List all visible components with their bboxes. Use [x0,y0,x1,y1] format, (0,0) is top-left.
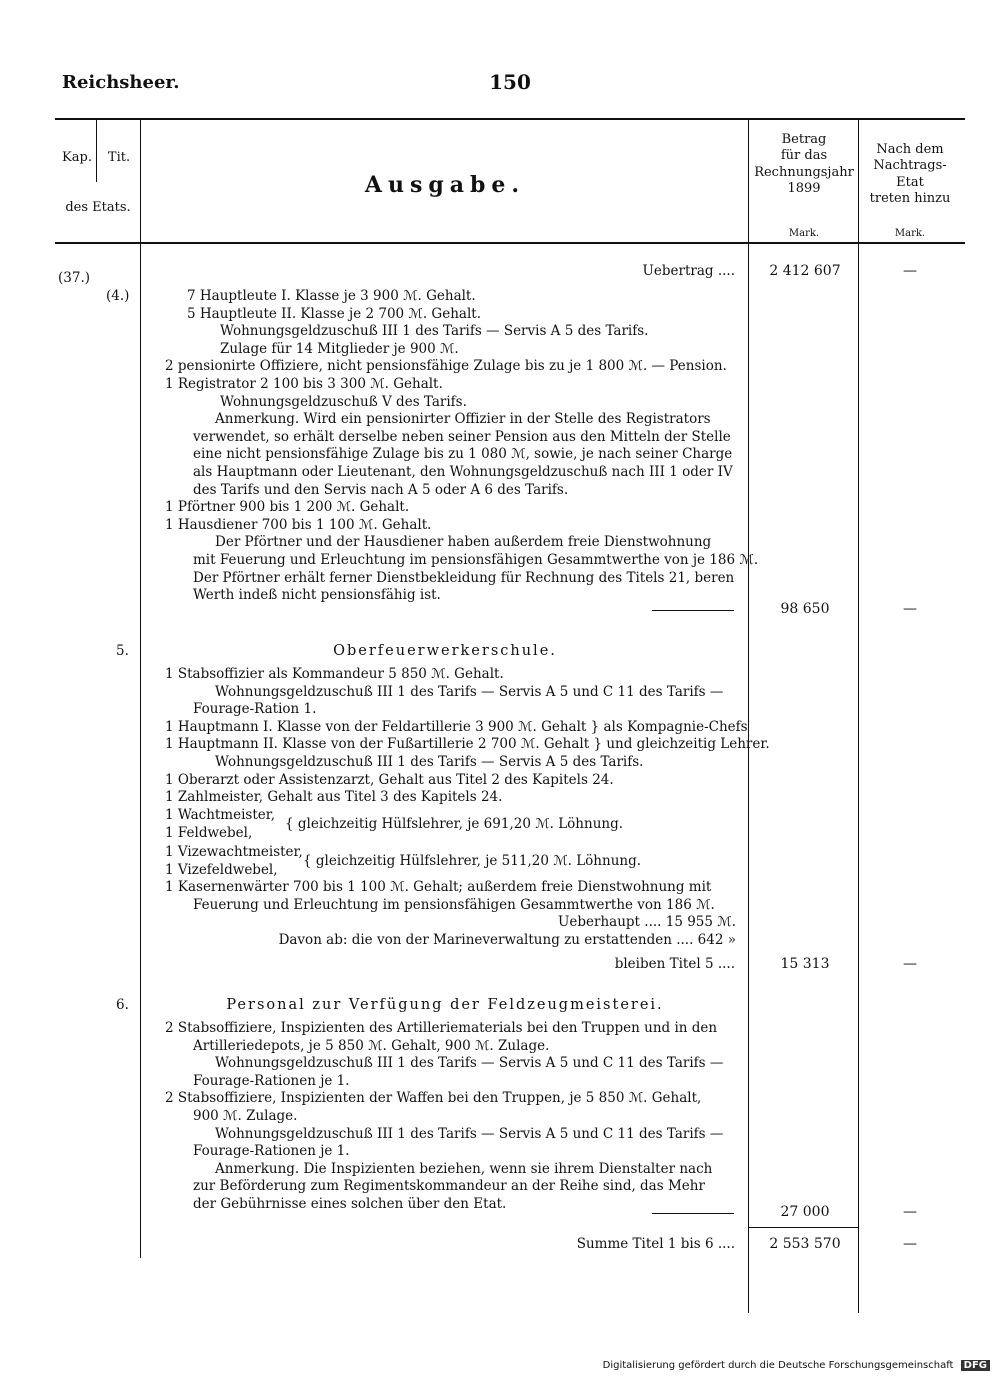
titel-5-amount: 15 313 [780,956,830,972]
text-line: 1 Pförtner 900 bis 1 200 ℳ. Gehalt. [165,499,410,516]
subtotal-rule [652,610,734,611]
text-line: zur Beförderung zum Regimentskommandeur an der Reihe sind, das Mehr [193,1178,705,1195]
subtotal-rule [652,1213,734,1214]
col-header-tit: Tit. [107,150,131,165]
text-line: der Gebührnisse eines solchen über den Etat. [193,1196,507,1212]
text-line: Feuerung und Erleuchtung im pensionsfähigen Gesammtwerthe von 186 ℳ. [193,896,715,913]
col-rule-text-right [748,118,749,1313]
davon-line: Davon ab: die von der Marineverwaltung zu erstattenden .... 642 » [278,932,736,948]
text-line: 1 Stabsoffizier als Kommandeur 5 850 ℳ. Gehalt. [165,666,504,682]
text-line: 1 Hauptmann II. Klasse von der Fußartillerie 2 700 ℳ. Gehalt } und gleichzeitig Lehrer. [165,736,770,753]
col-rule-text-left [140,118,141,1258]
summe-dash: — [903,1236,917,1252]
titel-6-label: 6. [116,997,129,1013]
text-line: Wohnungsgeldzuschuß III 1 des Tarifs — Servis A 5 und C 11 des Tarifs — [215,1055,724,1072]
text-line: 1 Hauptmann I. Klasse von der Feldartillerie 3 900 ℳ. Gehalt } als Kompagnie-Chefs [165,718,748,735]
text-line: 5 Hauptleute II. Klasse je 2 700 ℳ. Gehalt. [187,305,481,322]
text-line: Der Pförtner und der Hausdiener haben außerdem freie Dienstwohnung [215,534,712,551]
titel-6-heading: Personal zur Verfügung der Feldzeugmeisterei. [226,997,664,1013]
text-line: { gleichzeitig Hülfslehrer, je 691,20 ℳ. Löhnung. [285,816,624,832]
col-header-kap: Kap. [62,150,92,165]
col-rule-tit [96,118,97,182]
text-line: Fourage-Ration 1. [193,701,317,718]
text-line: Wohnungsgeldzuschuß III 1 des Tarifs — Servis A 5 des Tarifs. [215,754,644,770]
text-line: 1 Wachtmeister, [165,807,276,823]
bleiben-line: bleiben Titel 5 .... [614,956,735,972]
dfg-logo: DFG [961,1360,990,1371]
titel-5-heading: Oberfeuerwerkerschule. [333,643,557,659]
col-header-des-etats: des Etats. [65,200,131,215]
text-line: 900 ℳ. Zulage. [193,1108,298,1124]
table-top-rule [55,118,965,120]
text-line: Anmerkung. Wird ein pensionirter Offizier in der Stelle des Registrators [215,411,711,428]
col-header-betrag-unit: Mark. [788,228,820,239]
kapitel-label: (37.) [58,270,91,286]
text-line: 2 pensionirte Offiziere, nicht pensionsfähige Zulage bis zu je 1 800 ℳ. — Pension. [165,358,727,375]
page-title: Ausgabe. [364,172,526,198]
ueberhaupt-line: Ueberhaupt .... 15 955 ℳ. [558,914,736,930]
text-line: { gleichzeitig Hülfslehrer, je 511,20 ℳ. Löhnung. [303,853,642,869]
footer-text: Digitalisierung gefördert durch die Deutsche Forschungsgemeinschaft [602,1360,954,1371]
text-line: 1 Oberarzt oder Assistenzarzt, Gehalt aus Titel 2 des Kapitels 24. [165,771,614,788]
text-line: 1 Registrator 2 100 bis 3 300 ℳ. Gehalt. [165,376,443,392]
text-line: Wohnungsgeldzuschuß V des Tarifs. [220,393,467,410]
titel-6-dash: — [903,1204,917,1220]
col-header-nachtrag-unit: Mark. [894,228,926,239]
titel-4-amount: 98 650 [780,601,830,617]
text-line: des Tarifs und den Servis nach A 5 oder A 6 des Tarifs. [193,481,569,498]
text-line: 1 Kasernenwärter 700 bis 1 100 ℳ. Gehalt; außerdem freie Dienstwohnung mit [165,879,712,896]
text-line: 1 Feldwebel, [165,824,253,841]
text-line: 2 Stabsoffiziere, Inspizienten des Artilleriematerials bei den Truppen und in den [165,1020,718,1036]
text-line: 1 Hausdiener 700 bis 1 100 ℳ. Gehalt. [165,516,432,533]
titel-5-label: 5. [116,643,129,659]
text-line: 1 Vizefeldwebel, [165,861,278,878]
summe-label: Summe Titel 1 bis 6 .... [576,1236,735,1252]
text-line: mit Feuerung und Erleuchtung im pensionsfähigen Gesammtwerthe von je 186 ℳ. [193,552,759,568]
col-rule-amount-right [858,118,859,1313]
text-line: 1 Vizewachtmeister, [165,844,303,860]
header-bottom-rule [55,242,965,244]
text-line: Zulage für 14 Mitglieder je 900 ℳ. [220,340,459,357]
text-line: Artilleriedepots, je 5 850 ℳ. Gehalt, 900 ℳ. Zulage. [193,1037,550,1054]
text-line: 1 Zahlmeister, Gehalt aus Titel 3 des Kapitels 24. [165,789,503,806]
col-header-betrag: Betrag für das Rechnungsjahr 1899 [754,132,854,196]
sum-rule [748,1227,858,1228]
uebertrag-amount: 2 412 607 [769,263,841,279]
text-line: Der Pförtner erhält ferner Dienstbekleidung für Rechnung des Titels 21, beren [193,569,735,586]
text-line: Wohnungsgeldzuschuß III 1 des Tarifs — Servis A 5 des Tarifs. [220,323,649,340]
titel-5-dash: — [903,956,917,972]
text-line: verwendet, so erhält derselbe neben seiner Pension aus den Mitteln der Stelle [193,428,731,445]
page-number: 150 [489,70,531,94]
col-header-nachtrag: Nach dem Nachtrags-Etat treten hinzu [869,142,951,206]
titel-4-label: (4.) [106,288,130,304]
text-line: Fourage-Rationen je 1. [193,1072,350,1089]
titel-4-dash: — [903,601,917,617]
text-line: Wohnungsgeldzuschuß III 1 des Tarifs — Servis A 5 und C 11 des Tarifs — [215,1125,724,1142]
uebertrag-dash: — [903,263,917,279]
text-line: Werth indeß nicht pensionsfähig ist. [193,587,441,604]
digitization-footer [603,1360,990,1371]
titel-6-amount: 27 000 [780,1204,830,1220]
text-line: Anmerkung. Die Inspizienten beziehen, wenn sie ihrem Dienstalter nach [215,1160,713,1177]
text-line: 7 Hauptleute I. Klasse je 3 900 ℳ. Gehalt. [187,288,476,304]
text-line: Wohnungsgeldzuschuß III 1 des Tarifs — Servis A 5 und C 11 des Tarifs — [215,683,724,700]
text-line: 2 Stabsoffiziere, Inspizienten der Waffen bei den Truppen, je 5 850 ℳ. Gehalt, [165,1090,702,1107]
text-line: eine nicht pensionsfähige Zulage bis zu 1 080 ℳ, sowie, je nach seiner Charge [193,446,733,463]
uebertrag-label: Uebertrag .... [642,263,735,279]
text-line: Fourage-Rationen je 1. [193,1143,350,1160]
text-line: als Hauptmann oder Lieutenant, den Wohnungsgeldzuschuß nach III 1 oder IV [193,464,733,480]
running-head: Reichsheer. [62,72,180,93]
summe-amount: 2 553 570 [769,1236,841,1252]
